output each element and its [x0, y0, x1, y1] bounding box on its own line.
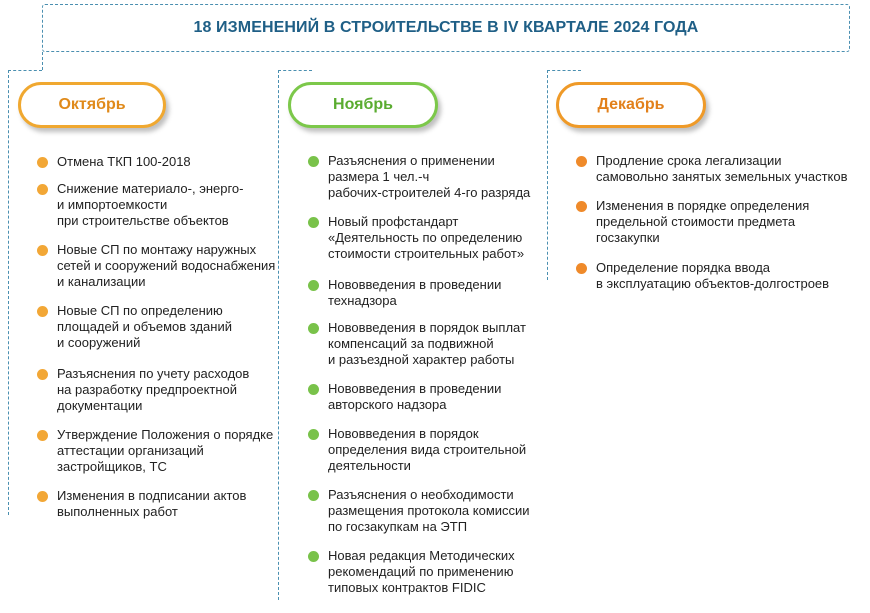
month-label: Октябрь	[58, 96, 126, 113]
list-item	[37, 154, 191, 170]
list-item	[37, 488, 246, 520]
bullet-dot	[308, 323, 319, 334]
month-pill-october	[18, 82, 166, 128]
bullet-dot	[37, 245, 48, 256]
bullet-dot	[37, 369, 48, 380]
list-item	[576, 260, 829, 292]
bullet-dot	[37, 491, 48, 502]
list-item	[576, 198, 809, 246]
bullet-dot	[576, 263, 587, 274]
bullet-dot	[308, 217, 319, 228]
month-pill-december	[556, 82, 706, 128]
list-item	[37, 181, 243, 229]
bullet-dot	[308, 429, 319, 440]
list-item-text: Утверждение Положения о порядке аттестации организаций застройщиков, ТС	[57, 427, 274, 474]
list-item	[308, 214, 524, 262]
list-item	[308, 381, 501, 413]
list-item-text: Отмена ТКП 100-2018	[57, 154, 191, 169]
list-item-text: Нововведения в порядок определения вида строительной деятельности	[328, 426, 527, 473]
list-item	[37, 242, 275, 290]
bullet-dot	[308, 490, 319, 501]
list-item-text: Определение порядка ввода в эксплуатацию объектов-долгостроев	[596, 260, 830, 291]
list-item-text: Разъяснения о необходимости размещения протокола комиссии по госзакупкам на ЭТП	[328, 487, 530, 534]
month-label: Ноябрь	[333, 96, 393, 113]
list-item-text: Новая редакция Методических рекомендаций по применению типовых контрактов FIDIC	[328, 548, 515, 595]
list-item-text: Нововведения в проведении авторского надзора	[328, 381, 502, 412]
list-item-text: Новые СП по определению площадей и объемов зданий и сооружений	[57, 303, 232, 350]
list-item	[308, 277, 501, 309]
list-item	[37, 427, 273, 475]
list-item-text: Нововведения в порядок выплат компенсаций за подвижной и разъездной характер работы	[328, 320, 526, 367]
list-item	[308, 487, 530, 535]
timeline-line-november	[278, 70, 279, 600]
list-item-text: Разъяснения по учету расходов на разработку предпроектной документации	[57, 366, 250, 413]
list-item-text: Продление срока легализации самовольно занятых земельных участков	[596, 153, 848, 184]
list-item	[37, 303, 232, 351]
list-item	[308, 153, 530, 201]
list-item-text: Изменения в порядке определения предельной стоимости предмета госзакупки	[596, 198, 810, 245]
bullet-dot	[308, 551, 319, 562]
page-title: 18 ИЗМЕНЕНИЙ В СТРОИТЕЛЬСТВЕ В IV КВАРТАЛЕ 2024 ГОДА	[193, 19, 699, 36]
list-item-text: Новые СП по монтажу наружных сетей и сооружений водоснабжения и канализации	[57, 242, 276, 289]
list-item-text: Нововведения в проведении технадзора	[328, 277, 502, 308]
month-pill-november	[288, 82, 438, 128]
header-title-box	[42, 4, 850, 52]
bullet-dot	[37, 157, 48, 168]
list-item	[308, 320, 526, 368]
timeline-line-december	[547, 70, 548, 280]
connector-line	[547, 70, 581, 71]
connector-line	[278, 70, 312, 71]
bullet-dot	[308, 156, 319, 167]
bullet-dot	[308, 384, 319, 395]
list-item	[576, 153, 848, 185]
connector-line	[8, 70, 42, 71]
bullet-dot	[576, 156, 587, 167]
bullet-dot	[37, 306, 48, 317]
connector-line	[42, 52, 43, 70]
list-item	[37, 366, 249, 414]
timeline-line-october	[8, 70, 9, 515]
list-item	[308, 426, 526, 474]
list-item-text: Разъяснения о применении размера 1 чел.-ч рабочих-строителей 4-го разряда	[328, 153, 531, 200]
list-item-text: Снижение материало-, энерго- и импортоемкости при строительстве объектов	[57, 181, 244, 228]
bullet-dot	[308, 280, 319, 291]
bullet-dot	[37, 184, 48, 195]
bullet-dot	[576, 201, 587, 212]
month-label: Декабрь	[597, 96, 665, 113]
list-item-text: Новый профстандарт «Деятельность по определению стоимости строительных работ»	[328, 214, 525, 261]
bullet-dot	[37, 430, 48, 441]
list-item	[308, 548, 515, 596]
list-item-text: Изменения в подписании актов выполненных работ	[57, 488, 247, 519]
